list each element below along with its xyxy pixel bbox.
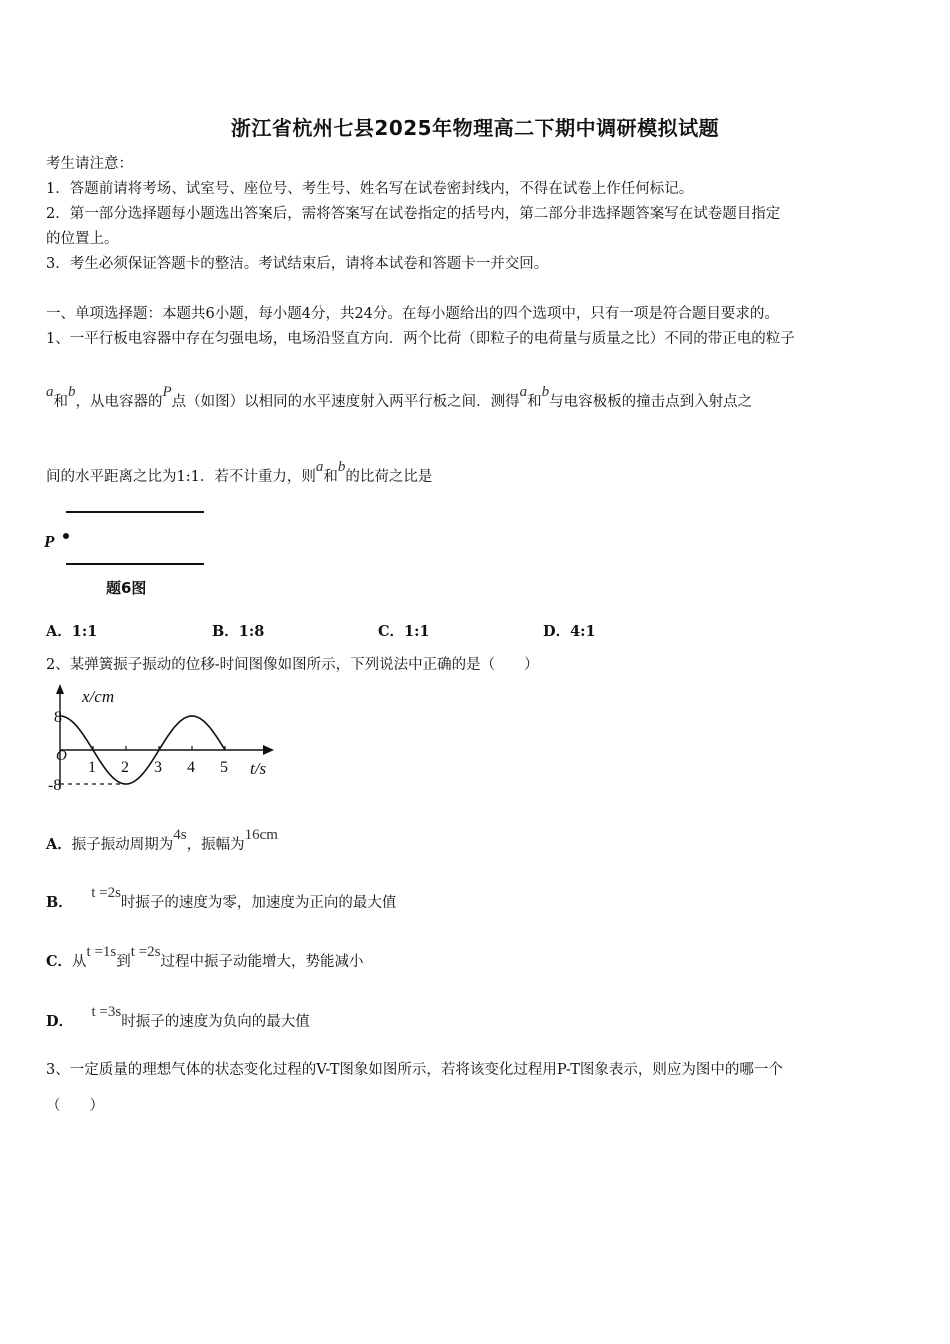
var-P: P	[162, 384, 172, 400]
q1-option-c[interactable]: C．1:1	[378, 623, 430, 640]
q2-option-b[interactable]: B． t =2s时振子的速度为零，加速度为正向的最大值	[46, 885, 397, 911]
q2-option-a[interactable]: A．振子振动周期为4s，振幅为16cm	[46, 827, 278, 853]
q1-stem-line1: 1、一平行板电容器中存在匀强电场，电场沿竖直方向．两个比荷（即粒子的电荷量与质量之比）不同的带正电的粒子	[46, 331, 795, 347]
capacitor-figure	[38, 500, 218, 605]
q1-option-b[interactable]: B．1:8	[212, 623, 265, 640]
oscillation-chart	[44, 682, 284, 802]
entry-point	[63, 533, 69, 539]
q2-option-d[interactable]: D． t =3s时振子的速度为负向的最大值	[46, 1004, 310, 1030]
q1-option-d[interactable]: D．4:1	[543, 623, 596, 640]
var-b: b	[68, 384, 76, 400]
notice-item: 的位置上。	[46, 231, 119, 247]
figure-caption: 题6图	[106, 579, 147, 597]
q1-stem-line3: 间的水平距离之比为1:1．若不计重力，则a和b的比荷之比是	[46, 459, 433, 485]
var-a: a	[519, 384, 528, 400]
page-title: 浙江省杭州七县2025年物理高二下期中调研模拟试题	[230, 116, 720, 140]
q3-answer-bracket: （ ）	[46, 1098, 104, 1114]
x-tick-label: 5	[220, 759, 228, 776]
x-axis-label: t/s	[250, 759, 267, 778]
x-axis-arrow	[263, 745, 274, 755]
origin-label: O	[56, 748, 67, 764]
var-b: b	[337, 459, 346, 475]
notice-item: 2．第一部分选择题每小题选出答案后，需将答案写在试卷指定的括号内，第二部分非选择题答案写在试卷题目指定	[46, 206, 781, 222]
y-tick-label: 8	[54, 709, 62, 726]
q1-stem-line2: a和b，从电容器的P点（如图）以相同的水平速度射入两平行板之间．测得a和b与电容极板的撞击点到入射点之	[46, 384, 753, 410]
var-a: a	[315, 459, 324, 475]
q2-stem: 2、某弹簧振子振动的位移-时间图像如图所示，下列说法中正确的是（ ）	[46, 657, 539, 673]
y-axis-arrow	[56, 684, 64, 694]
x-tick-label: 1	[88, 759, 96, 776]
q2-option-c[interactable]: C．从t =1s到t =2s过程中振子动能增大，势能减小	[46, 944, 364, 970]
x-tick-label: 3	[154, 759, 162, 776]
notice-item: 3．考生必须保证答题卡的整洁。考试结束后，请将本试卷和答题卡一并交回。	[46, 256, 549, 272]
x-tick-label: 4	[187, 759, 195, 776]
q1-option-a[interactable]: A．1:1	[46, 623, 98, 640]
y-tick-label: -8	[48, 777, 62, 794]
var-a: a	[46, 384, 54, 400]
y-axis-label: x/cm	[82, 687, 115, 706]
x-tick-label: 2	[121, 759, 129, 776]
point-label: P	[44, 532, 55, 551]
notice-item: 1．答题前请将考场、试室号、座位号、考生号、姓名写在试卷密封线内，不得在试卷上作任何标记。	[46, 181, 694, 197]
section-heading: 一、单项选择题：本题共6小题，每小题4分，共24分。在每小题给出的四个选项中，只有一项是符合题目要求的。	[46, 306, 779, 322]
var-b: b	[541, 384, 550, 400]
q3-stem: 3、一定质量的理想气体的状态变化过程的V-T图象如图所示，若将该变化过程用P-T图象表示，则应为图中的哪一个	[46, 1062, 783, 1078]
notice-heading: 考生请注意：	[46, 156, 133, 172]
